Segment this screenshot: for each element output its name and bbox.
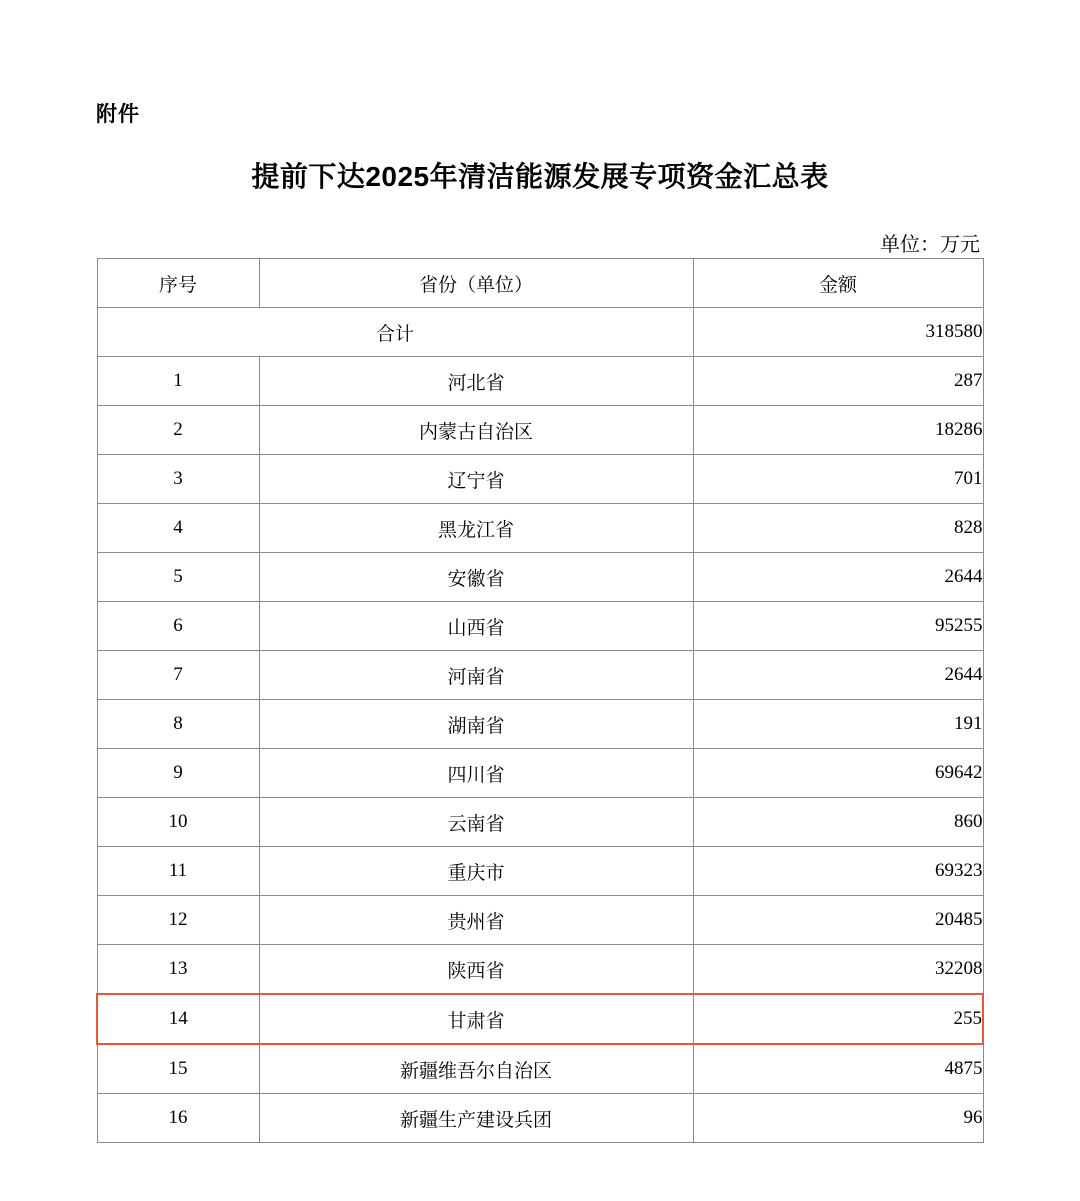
row-index: 7: [97, 651, 259, 700]
funding-summary-table: [96, 258, 984, 1143]
row-index: 11: [97, 847, 259, 896]
table-row: [97, 945, 983, 995]
row-amount: 191: [693, 700, 983, 749]
row-amount: 860: [693, 798, 983, 847]
row-province: 陕西省: [259, 945, 693, 995]
total-label: 合计: [97, 308, 693, 357]
row-province: 安徽省: [259, 553, 693, 602]
row-province: 重庆市: [259, 847, 693, 896]
table-row: [97, 406, 983, 455]
row-amount: 2644: [693, 553, 983, 602]
row-index: 12: [97, 896, 259, 945]
row-index: 9: [97, 749, 259, 798]
row-province: 新疆维吾尔自治区: [259, 1044, 693, 1094]
row-amount: 287: [693, 357, 983, 406]
row-province: 甘肃省: [259, 994, 693, 1044]
row-province: 云南省: [259, 798, 693, 847]
row-index: 4: [97, 504, 259, 553]
table-total-row: [97, 308, 983, 357]
row-amount: 828: [693, 504, 983, 553]
table-row: [97, 553, 983, 602]
column-header-index: 序号: [97, 259, 259, 308]
row-amount: 95255: [693, 602, 983, 651]
total-amount: 318580: [693, 308, 983, 357]
table-row: [97, 700, 983, 749]
row-province: 山西省: [259, 602, 693, 651]
column-header-amount: 金额: [693, 259, 983, 308]
row-index: 3: [97, 455, 259, 504]
row-province: 河南省: [259, 651, 693, 700]
row-amount: 69642: [693, 749, 983, 798]
row-province: 内蒙古自治区: [259, 406, 693, 455]
row-index: 2: [97, 406, 259, 455]
table-row: [97, 749, 983, 798]
row-index: 6: [97, 602, 259, 651]
table-row: [97, 994, 983, 1044]
row-index: 1: [97, 357, 259, 406]
row-province: 河北省: [259, 357, 693, 406]
row-amount: 2644: [693, 651, 983, 700]
table-header: [97, 259, 983, 308]
row-amount: 69323: [693, 847, 983, 896]
row-province: 辽宁省: [259, 455, 693, 504]
unit-note: 单位：万元: [880, 234, 980, 256]
table-row: [97, 357, 983, 406]
row-amount: 255: [693, 994, 983, 1044]
table-row: [97, 602, 983, 651]
row-amount: 18286: [693, 406, 983, 455]
table-body: [97, 308, 983, 1143]
attachment-label: 附件: [96, 103, 140, 126]
table-row: [97, 504, 983, 553]
row-province: 湖南省: [259, 700, 693, 749]
row-amount: 701: [693, 455, 983, 504]
row-index: 10: [97, 798, 259, 847]
table-row: [97, 1094, 983, 1143]
column-header-province: 省份（单位）: [259, 259, 693, 308]
table-row: [97, 455, 983, 504]
row-index: 16: [97, 1094, 259, 1143]
table-row: [97, 798, 983, 847]
row-amount: 4875: [693, 1044, 983, 1094]
row-province: 黑龙江省: [259, 504, 693, 553]
table-row: [97, 1044, 983, 1094]
row-index: 5: [97, 553, 259, 602]
row-province: 新疆生产建设兵团: [259, 1094, 693, 1143]
row-amount: 32208: [693, 945, 983, 995]
row-index: 13: [97, 945, 259, 995]
table-row: [97, 651, 983, 700]
row-province: 贵州省: [259, 896, 693, 945]
table-row: [97, 896, 983, 945]
row-index: 14: [97, 994, 259, 1044]
table-row: [97, 847, 983, 896]
page-title: 提前下达2025年清洁能源发展专项资金汇总表: [251, 161, 829, 192]
row-amount: 96: [693, 1094, 983, 1143]
row-index: 15: [97, 1044, 259, 1094]
row-province: 四川省: [259, 749, 693, 798]
row-amount: 20485: [693, 896, 983, 945]
row-index: 8: [97, 700, 259, 749]
table-header-row: [97, 259, 983, 308]
